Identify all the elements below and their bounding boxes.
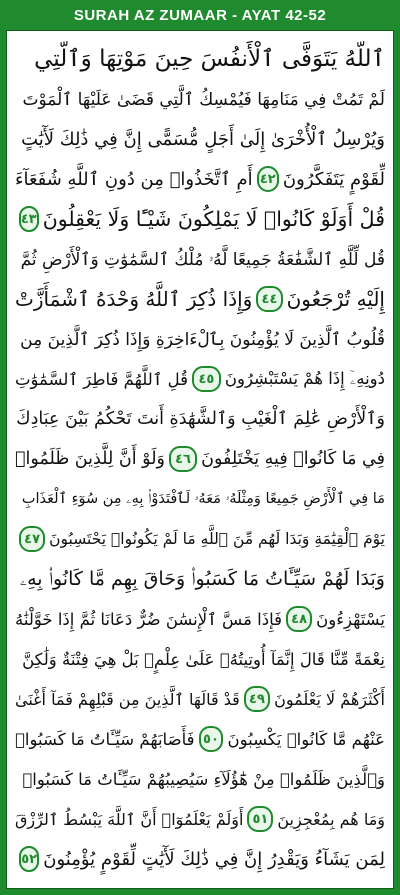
verse-text: وَبَدَا لَهُمْ سَيِّـَٔاتُ مَا كَسَبُوا۟ وَحَاقَ بِهِم مَّا كَانُوا۟ بِهِۦ: [19, 568, 385, 590]
verse-text: أَوَلَمْ يَعْلَمُوٓا۟ أَنَّ ٱللَّهَ يَبْسُطُ ٱلرِّزْقَ: [15, 809, 244, 829]
verse-text: يَوْمَ ٱلْقِيَٰمَةِ وَبَدَا لَهُم مِّنَ ٱللَّهِ مَا لَمْ يَكُونُوا۟ يَحْتَسِبُونَ: [49, 530, 385, 548]
verse-text: قُلِ ٱللَّهُمَّ فَاطِرَ ٱلسَّمَٰوَٰتِ: [15, 369, 189, 389]
surah-title: SURAH AZ ZUMAAR - AYAT 42-52: [73, 6, 327, 24]
quran-page: [6, 30, 394, 889]
verse-text: مَا فِي ٱلْأَرْضِ جَمِيعًا وَمِثْلَهُۥ مَعَهُۥ لَٱفْتَدَوْا۟ بِهِۦ مِن سُوٓءِ ٱلْعَذَابِ: [21, 491, 385, 507]
verse-text: عَنْهُم مَّا كَانُوا۟ يَكْسِبُونَ: [227, 729, 385, 749]
verse-text: فَأَصَابَهُمْ سَيِّـَٔاتُ مَا كَسَبُوا۟: [15, 729, 195, 749]
verse-text: وَمَا هُم بِمُعْجِزِينَ: [277, 809, 385, 829]
verse-text: قَدْ قَالَهَا ٱلَّذِينَ مِن قَبْلِهِمْ فَمَآ أَغْنَىٰ: [15, 689, 240, 709]
verse-line: [15, 81, 385, 117]
verse-text: لِّقَوْمٍ يَتَفَكَّرُونَ: [282, 168, 385, 190]
ayah-number-marker: ٤٩: [244, 686, 270, 712]
verse-line: [15, 41, 385, 77]
verse-line: [15, 281, 385, 317]
verse-text: فِي مَا كَانُوا۟ فِيهِ يَخْتَلِفُونَ: [201, 449, 385, 469]
verse-line: [15, 161, 385, 197]
verse-line: [15, 681, 385, 717]
verse-line: [15, 361, 385, 397]
ayah-number-marker: ٤٣: [19, 206, 39, 232]
ayah-number-marker: ٤٨: [286, 606, 312, 632]
verse-line: [15, 761, 385, 797]
verse-text: قُلُوبُ ٱلَّذِينَ لَا يُؤْمِنُونَ بِٱلْءَاخِرَةِ وَإِذَا ذُكِرَ ٱلَّذِينَ مِن: [20, 329, 385, 350]
verse-text: دُونِهِۦٓ إِذَا هُمْ يَسْتَبْشِرُونَ: [224, 369, 385, 388]
ayah-number-marker: ٤٦: [169, 446, 197, 472]
ayah-number-marker: ٥١: [247, 806, 273, 832]
verse-text: فَإِذَا مَسَّ ٱلْإِنسَٰنَ ضُرٌّ دَعَانَا ثُمَّ إِذَا خَوَّلْنَٰهُ: [15, 609, 283, 629]
ayah-number-marker: ٤٤: [256, 286, 282, 312]
verse-text: وَلَوْ أَنَّ لِلَّذِينَ ظَلَمُوا۟: [15, 449, 165, 469]
verse-line: [15, 441, 385, 477]
verse-text: قُل لِّلَّهِ ٱلشَّفَٰعَةُ جَمِيعًا لَّهُۥ مُلْكُ ٱلسَّمَٰوَٰتِ وَٱلْأَرْضِ ثُمَّ: [20, 249, 385, 270]
verse-text: وَإِذَا ذُكِرَ ٱللَّهُ وَحْدَهُ ٱشْمَأَزَّتْ: [15, 287, 253, 311]
verse-text: نِعْمَةً مِّنَّا قَالَ إِنَّمَآ أُوتِيتُهُۥ عَلَىٰ عِلْمٍۭ بَلْ هِيَ فِتْنَةٌ وَلَٰكِنَّ: [22, 649, 385, 669]
verse-text: ٱللَّهُ يَتَوَفَّى ٱلْأَنفُسَ حِينَ مَوْتِهَا وَٱلَّتِي: [34, 46, 385, 72]
verse-line: [15, 481, 385, 517]
verse-line: [15, 401, 385, 437]
verse-line: [15, 521, 385, 557]
verse-text: وَٱلْأَرْضِ عَٰلِمَ ٱلْغَيْبِ وَٱلشَّهَٰدَةِ أَنتَ تَحْكُمُ بَيْنَ عِبَادِكَ: [16, 409, 385, 429]
verse-text: أَكْثَرَهُمْ لَا يَعْلَمُونَ: [274, 689, 385, 709]
verse-text: يَسْتَهْزِءُونَ: [316, 609, 385, 629]
verse-text: أَمِ ٱتَّخَذُوا۟ مِن دُونِ ٱللَّهِ شُفَعَآءَ: [15, 168, 253, 190]
verse-line: [15, 321, 385, 357]
ayah-number-marker: ٥٠: [199, 726, 224, 752]
verse-text: إِلَيْهِ تُرْجَعُونَ: [286, 287, 385, 311]
verse-text: وَيُرْسِلُ ٱلْأُخْرَىٰ إِلَىٰ أَجَلٍ مُّسَمًّى إِنَّ فِي ذَٰلِكَ لَأٓيَٰتٍ: [21, 128, 385, 150]
ayah-number-marker: ٤٥: [192, 366, 221, 392]
ayah-number-marker: ٤٢: [257, 166, 279, 192]
verse-line: [15, 561, 385, 597]
verse-text: لِمَن يَشَآءُ وَيَقْدِرُ إِنَّ فِي ذَٰلِكَ لَأٓيَٰتٍ لِّقَوْمٍ يُؤْمِنُونَ: [43, 848, 385, 870]
ayah-number-marker: ٥٢: [19, 846, 39, 872]
verse-line: [15, 601, 385, 637]
verse-text: وَٱلَّذِينَ ظَلَمُوا۟ مِنْ هَٰٓؤُلَآءِ سَيُصِيبُهُمْ سَيِّـَٔاتُ مَا كَسَبُوا۟: [22, 769, 385, 789]
ayah-number-marker: ٤٧: [19, 526, 45, 552]
verse-line: [15, 241, 385, 277]
verse-line: [15, 121, 385, 157]
verse-line: [15, 721, 385, 757]
verse-line: [15, 641, 385, 677]
verse-line: [15, 201, 385, 237]
verse-text: لَمْ تَمُتْ فِي مَنَامِهَا فَيُمْسِكُ ٱلَّتِي قَضَىٰ عَلَيْهَا ٱلْمَوْتَ: [22, 89, 385, 110]
verse-text: قُلْ أَوَلَوْ كَانُوا۟ لَا يَمْلِكُونَ شَيْـًٔا وَلَا يَعْقِلُونَ: [42, 207, 385, 231]
verse-line: [15, 801, 385, 837]
verse-line: [15, 841, 385, 877]
